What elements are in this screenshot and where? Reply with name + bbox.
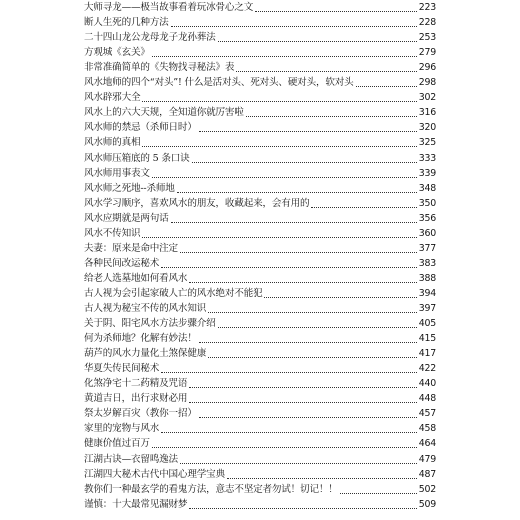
toc-dot-leader xyxy=(189,401,416,403)
toc-dot-leader xyxy=(180,462,417,464)
toc-dot-leader xyxy=(199,416,417,418)
toc-entry[interactable] xyxy=(84,212,436,226)
toc-entry[interactable] xyxy=(84,498,436,512)
toc-entry[interactable] xyxy=(84,227,436,241)
toc-dot-leader xyxy=(152,176,417,178)
toc-entry-page: 383 xyxy=(418,257,436,269)
toc-entry-title: 健康价值过百万 xyxy=(84,438,150,450)
toc-entry-title: 风水辟邪大全 xyxy=(84,92,141,104)
toc-entry[interactable] xyxy=(84,347,436,361)
toc-entry[interactable] xyxy=(84,272,436,286)
toc-dot-leader xyxy=(171,25,417,27)
toc-dot-leader xyxy=(171,221,417,223)
toc-entry-page: 350 xyxy=(418,197,436,209)
toc-entry[interactable] xyxy=(84,362,436,376)
toc-entry-page: 279 xyxy=(418,47,436,59)
toc-entry[interactable] xyxy=(84,392,436,406)
toc-entry-page: 487 xyxy=(418,468,436,480)
toc-entry-page: 405 xyxy=(418,318,436,330)
toc-entry[interactable] xyxy=(84,468,436,482)
toc-entry[interactable] xyxy=(84,483,436,497)
toc-entry-title: 断人生死的几种方法 xyxy=(84,17,169,29)
toc-dot-leader xyxy=(142,100,416,102)
toc-entry-title: 教你们一种最玄学的看鬼方法，意志不坚定者勿试！切记！！ xyxy=(84,483,338,495)
toc-entry-page: 415 xyxy=(418,333,436,345)
toc-entry[interactable] xyxy=(84,152,436,166)
toc-entry-page: 316 xyxy=(418,107,436,119)
toc-entry[interactable] xyxy=(84,136,436,150)
toc-entry[interactable] xyxy=(84,167,436,181)
toc-entry-page: 394 xyxy=(418,287,436,299)
toc-entry-page: 325 xyxy=(418,137,436,149)
toc-entry[interactable] xyxy=(84,197,436,211)
toc-entry[interactable] xyxy=(84,317,436,331)
toc-dot-leader xyxy=(189,386,416,388)
toc-entry[interactable] xyxy=(84,182,436,196)
toc-entry-title: 给老人选墓地如何看风水 xyxy=(84,272,188,284)
toc-dot-leader xyxy=(152,55,417,57)
toc-dot-leader xyxy=(161,266,417,268)
toc-dot-leader xyxy=(218,326,417,328)
toc-entry-title: 风水应期就是两句话 xyxy=(84,212,169,224)
toc-dot-leader xyxy=(142,236,416,238)
toc-entry-page: 458 xyxy=(418,423,436,435)
toc-entry-page: 356 xyxy=(418,212,436,224)
toc-entry-page: 509 xyxy=(418,498,436,510)
toc-entry-title: 二十四山龙公龙母龙子龙孙葬法 xyxy=(84,32,216,44)
toc-entry-title: 家里的宠物与风水 xyxy=(84,423,160,435)
toc-entry-title: 华夏失传民间秘术 xyxy=(84,363,160,375)
toc-entry[interactable] xyxy=(84,377,436,391)
toc-entry[interactable] xyxy=(84,106,436,120)
toc-entry[interactable] xyxy=(84,422,436,436)
toc-entry[interactable] xyxy=(84,121,436,135)
toc-entry[interactable] xyxy=(84,91,436,105)
toc-entry-title: 江湖古诀—衣留鸣逸法 xyxy=(84,453,178,465)
toc-entry-page: 296 xyxy=(418,62,436,74)
toc-entry-page: 377 xyxy=(418,242,436,254)
toc-entry-page: 298 xyxy=(418,77,436,89)
toc-entry-title: 风水师压箱底的 5 条口诀 xyxy=(84,152,190,164)
toc-entry-title: 江湖四大秘术古代中国心理学宝典 xyxy=(84,468,225,480)
toc-entry[interactable] xyxy=(84,61,436,75)
toc-entry[interactable] xyxy=(84,407,436,421)
toc-dot-leader xyxy=(208,356,417,358)
toc-entry-page: 339 xyxy=(418,167,436,179)
toc-entry-title: 古人视为秘宝不传的风水知识 xyxy=(84,303,207,314)
toc-entry-title: 黄道吉日，出行求财必用 xyxy=(84,393,188,405)
toc-entry-page: 440 xyxy=(418,378,436,390)
toc-entry[interactable] xyxy=(84,31,436,45)
toc-dot-leader xyxy=(189,507,416,509)
toc-entry-title: 谨慎：十大最常见漏财梦 xyxy=(84,498,188,510)
toc-entry-page: 422 xyxy=(418,363,436,375)
toc-entry-title: 风水学习顺序，喜欢风水的朋友，收藏起来，会有用的 xyxy=(84,197,310,209)
toc-entry-title: 各种民间改运秘术 xyxy=(84,257,160,269)
toc-dot-leader xyxy=(177,191,417,193)
toc-dot-leader xyxy=(161,371,417,373)
toc-dot-leader xyxy=(152,446,417,448)
toc-entry-title: 祭太岁解百灾（教你一招） xyxy=(84,408,197,420)
toc-dot-leader xyxy=(255,10,417,12)
toc-entry-title: 风水师用事表文 xyxy=(84,167,150,179)
toc-entry-page: 302 xyxy=(418,92,436,104)
toc-dot-leader xyxy=(192,161,417,163)
toc-entry[interactable] xyxy=(84,453,436,467)
toc-entry-page: 448 xyxy=(418,393,436,405)
toc-entry-page: 360 xyxy=(418,227,436,239)
toc-dot-leader xyxy=(180,251,417,253)
toc-entry-title: 风水师之死地--杀师地 xyxy=(84,182,175,194)
toc-entry[interactable] xyxy=(84,332,436,346)
toc-entry-page: 333 xyxy=(418,152,436,164)
toc-entry[interactable] xyxy=(84,302,436,316)
toc-entry[interactable] xyxy=(84,46,436,60)
toc-entry-page: 228 xyxy=(418,17,436,29)
toc-dot-leader xyxy=(236,70,416,72)
toc-entry[interactable] xyxy=(84,437,436,451)
toc-dot-leader xyxy=(199,130,417,132)
toc-entry-title: 风水地师的四个“对头”! 什么是活对头、死对头、硬对头，软对头 xyxy=(84,77,354,89)
toc-entry-page: 502 xyxy=(418,483,436,495)
toc-entry[interactable] xyxy=(84,76,436,90)
toc-dot-leader xyxy=(199,341,417,343)
toc-dot-leader xyxy=(264,296,416,298)
toc-entry-title: 葫芦的风水力量化土煞保健康 xyxy=(84,348,207,360)
toc-entry-title: 方观城《玄关》 xyxy=(84,47,150,59)
toc-dot-leader xyxy=(218,40,417,42)
toc-dot-leader xyxy=(340,492,417,494)
toc-entry-title: 化煞净宅十二药精及咒语 xyxy=(84,378,188,390)
toc-entry-title: 何为杀师地？化解有妙法！ xyxy=(84,333,197,345)
toc-dot-leader xyxy=(208,311,417,313)
toc-entry-page: 223 xyxy=(418,2,436,13)
toc-entry-page: 464 xyxy=(418,438,436,450)
toc-entry-title: 关于阴、阳宅风水方法步骤介绍 xyxy=(84,318,216,330)
toc-dot-leader xyxy=(189,281,416,283)
toc-entry-page: 253 xyxy=(418,32,436,44)
toc-entry-title: 大师寻龙——极当故事看着玩冰骨心之文 xyxy=(84,2,254,13)
toc-entry-page: 417 xyxy=(418,348,436,360)
toc-dot-leader xyxy=(227,477,417,479)
toc-entry[interactable] xyxy=(84,16,436,30)
toc-entry[interactable] xyxy=(84,257,436,271)
toc-entry-page: 388 xyxy=(418,272,436,284)
toc-entry-title: 古人视为会引起家破人亡的风水绝对不能犯 xyxy=(84,287,263,299)
toc-dot-leader xyxy=(246,115,417,117)
toc-entry-title: 风水上的六大天规，全知道你就厉害啦 xyxy=(84,107,244,119)
toc-entry-page: 479 xyxy=(418,453,436,465)
toc-dot-leader xyxy=(142,145,416,147)
toc-entry[interactable] xyxy=(84,1,436,15)
toc-entry-title: 风水不传知识 xyxy=(84,227,141,239)
toc-dot-leader xyxy=(161,431,417,433)
toc-entry-page: 397 xyxy=(418,303,436,314)
table-of-contents xyxy=(84,0,436,520)
toc-entry-title: 风水师的真相 xyxy=(84,137,141,149)
toc-entry-page: 348 xyxy=(418,182,436,194)
toc-entry-title: 非常准确简单的《失物找寻秘法》表 xyxy=(84,62,235,74)
toc-entry-title: 风水师的禁忌（杀师日时） xyxy=(84,122,197,134)
toc-entry-title: 夫妻：原来是命中注定 xyxy=(84,242,178,254)
toc-entry[interactable] xyxy=(84,287,436,301)
toc-entry-page: 320 xyxy=(418,122,436,134)
toc-dot-leader xyxy=(356,85,417,87)
toc-entry[interactable] xyxy=(84,242,436,256)
toc-dot-leader xyxy=(311,206,416,208)
toc-entry-page: 457 xyxy=(418,408,436,420)
